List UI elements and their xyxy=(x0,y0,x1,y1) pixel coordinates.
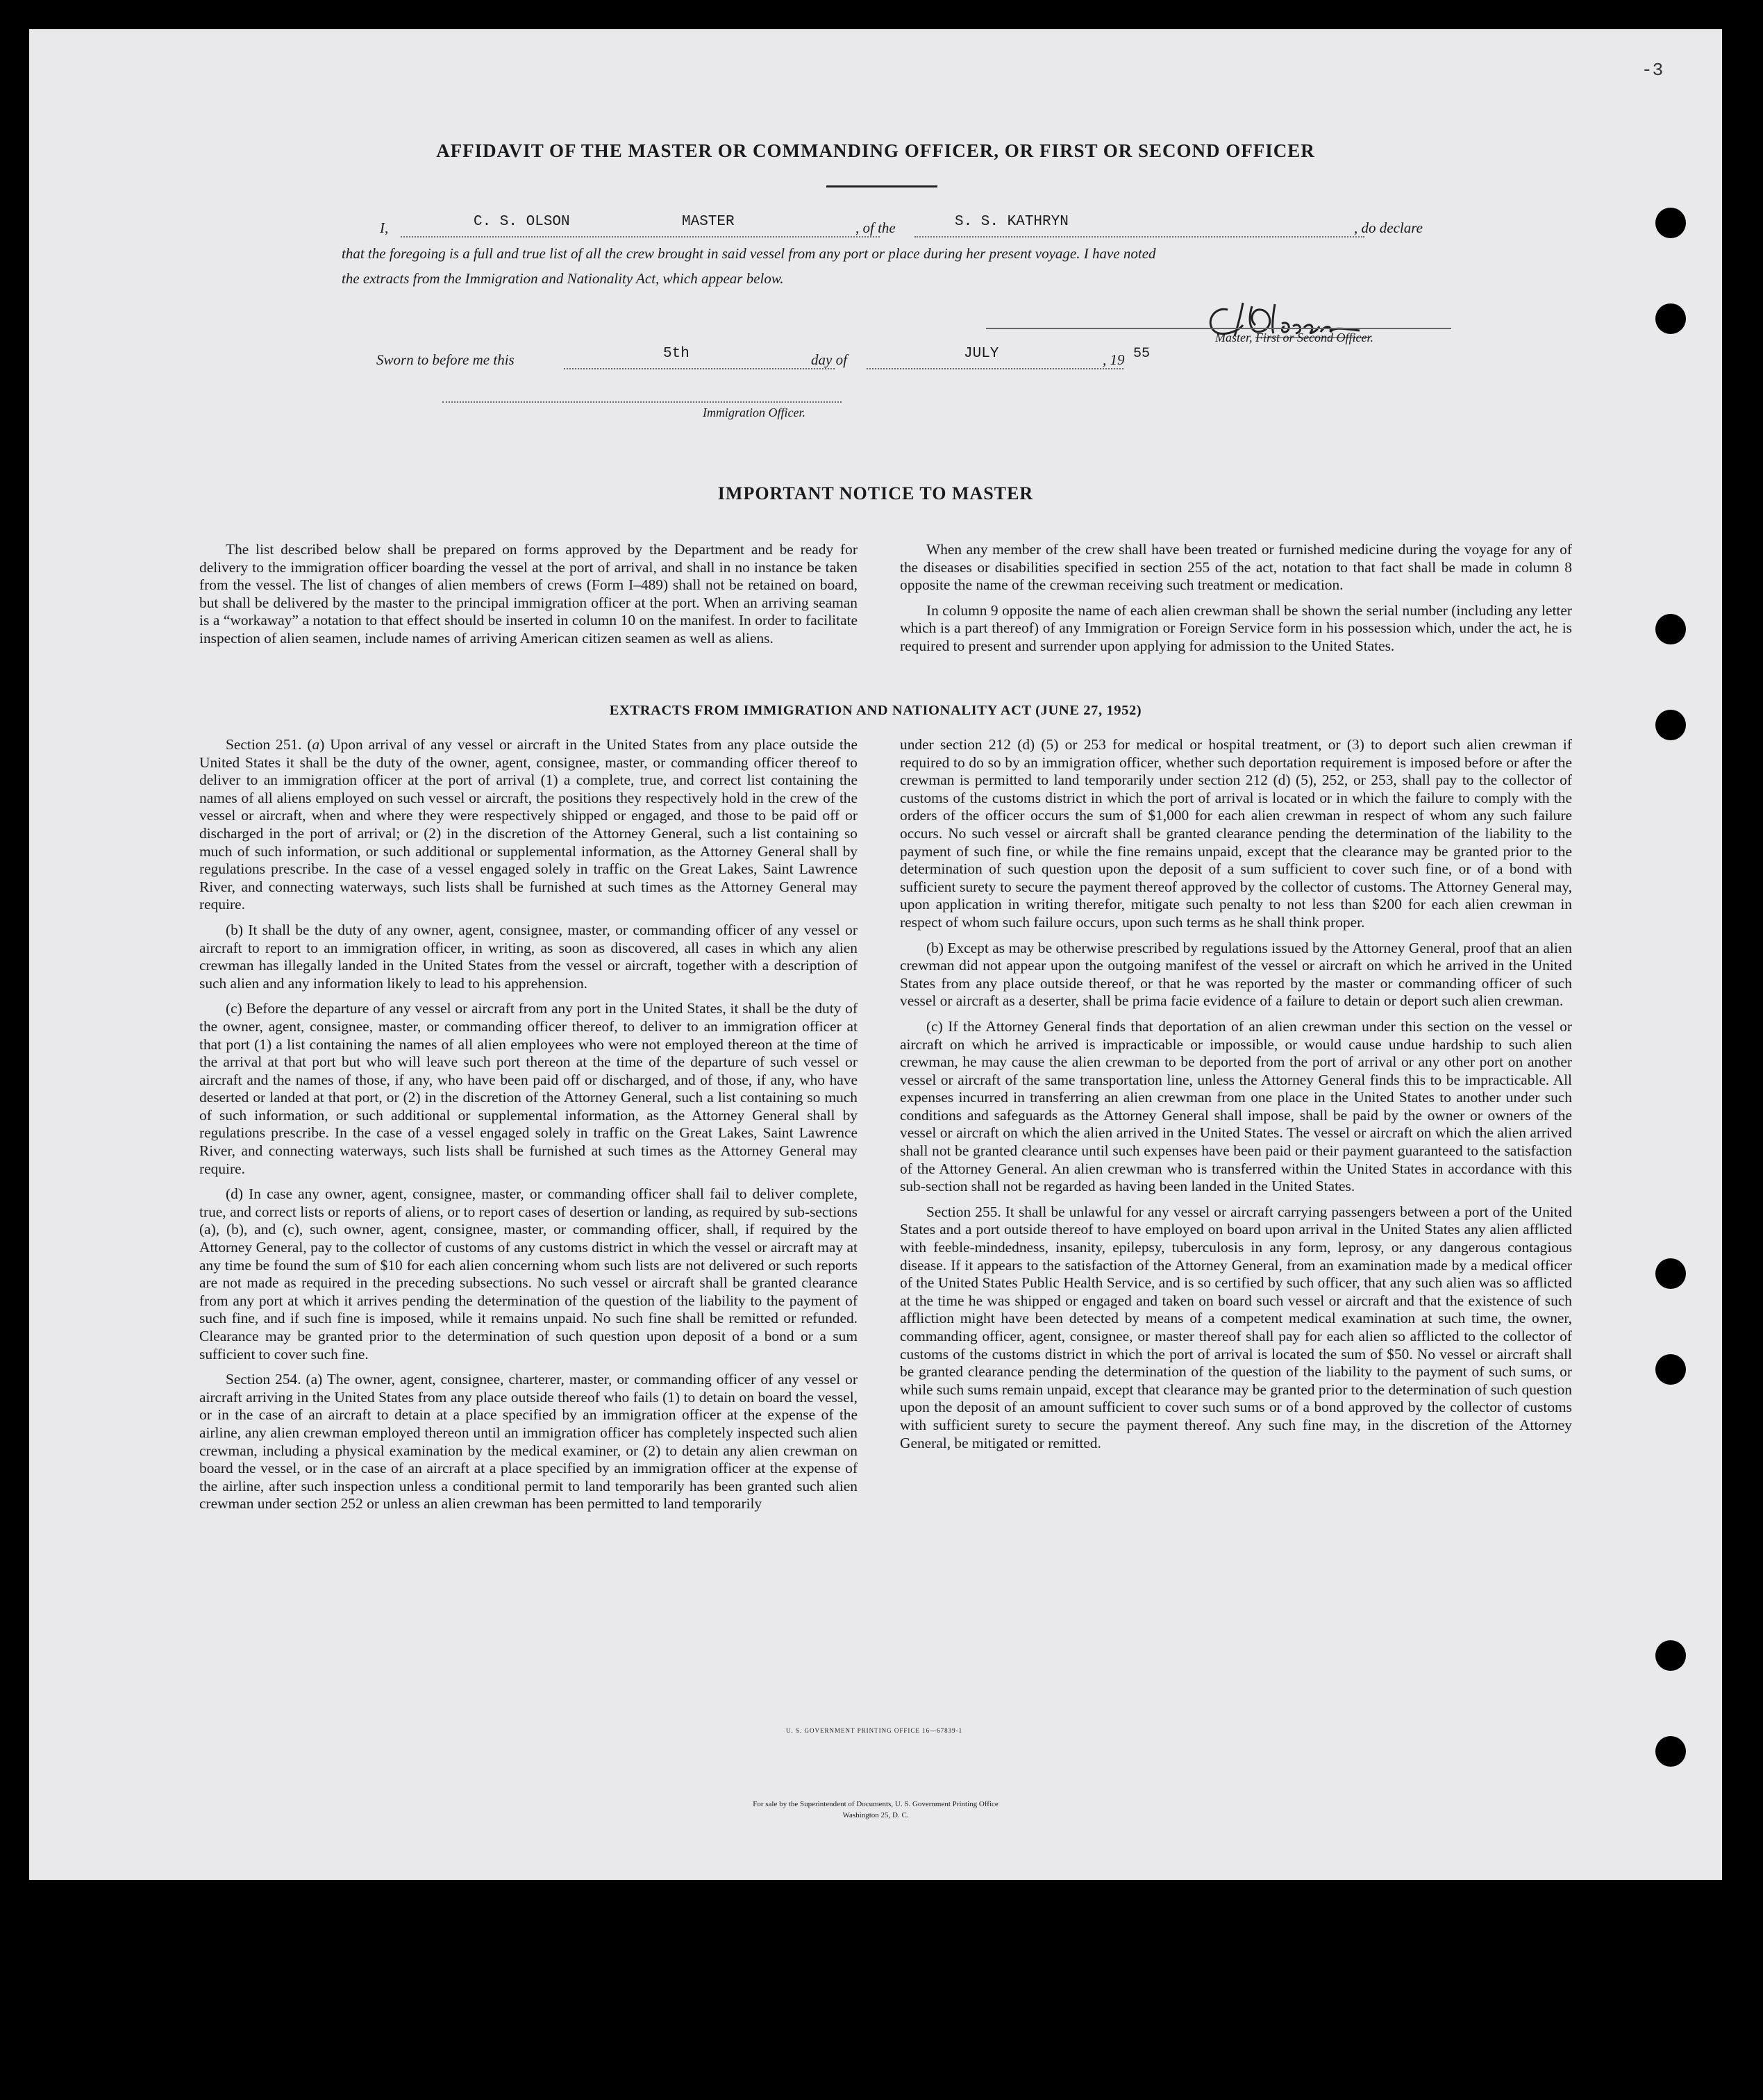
notice-right-paragraph-2: In column 9 opposite the name of each alien crewman shall be shown the serial number (including any letter which is a part thereof) of any Immigration or Foreign Service form in his possession which, under the act, he is required to present and surrender upon applying for admission to the United States. xyxy=(900,601,1572,654)
punch-hole-icon xyxy=(1655,1640,1686,1671)
section-251-a-lead: Section 251. ( xyxy=(226,736,312,753)
affidavit-title: AFFIDAVIT OF THE MASTER OR COMMANDING OFFICER, OR FIRST OR SECOND OFFICER xyxy=(436,140,1315,161)
officer-caption: Immigration Officer. xyxy=(703,406,805,419)
section-254-a-part-1: Section 254. (a) The owner, agent, consignee, charterer, master, or commanding officer of any vessel or aircraft arriving in the United States from any place outside thereof who fails (1) to detain on board the vessel, or in the case of an aircraft to detain at a place specified by an immigration officer at the expense of the airline, any alien crewman employed thereon until an immigration officer has completely inspected such alien crewman, including a physical examination by the medical examiner, or (2) to detain any alien crewman on board the vessel, or in the case of an aircraft at a place specified by an immigration officer at the expense of the airline, after such inspection unless a conditional permit to land temporarily has been granted such alien crewman under section 252 or unless an alien crewman has been permitted to land temporarily xyxy=(199,1371,858,1512)
signature-line xyxy=(986,328,1451,329)
for-sale-notice xyxy=(29,1799,1722,1821)
year-value: 55 xyxy=(1133,346,1151,362)
section-251-c: (c) Before the departure of any vessel or aircraft from any port in the United States, it shall be the duty of the owner, agent, consignee, master, or commanding officer thereof, to deliver to an immigration officer at that port (1) a list containing the names of all alien employees who were not employed thereon at the time of the arrival at that port but who will leave such port thereon at the time of the departure of such vessel or aircraft and the names of those, if any, who have been paid off or discharged, and of those, if any, who have deserted or landed at that port, or (2) in the discretion of the Attorney General, such a list containing so much of such information, or such additional or supplemental information, as the Attorney General shall by regulations prescribe. In the case of a vessel engaged solely in traffic on the Great Lakes, Saint Lawrence River, and connecting waterways, such lists shall be furnished at such times as the Attorney General may require. xyxy=(199,1000,858,1177)
master-name-value: C. S. OLSON xyxy=(474,214,570,230)
for-sale-line-1: For sale by the Superintendent of Documents, U. S. Government Printing Office xyxy=(753,1800,999,1808)
notice-title: IMPORTANT NOTICE TO MASTER xyxy=(717,483,1034,503)
punch-hole-icon xyxy=(1655,208,1686,238)
notice-right-paragraph-1: When any member of the crew shall have been treated or furnished medicine during the voyage for any of the diseases or disabilities specified in section 255 of the act, notation to that fact shall be made in column 8 opposite the name of the crewman receiving such treatment or medication. xyxy=(900,541,1572,594)
extracts-left-column xyxy=(199,736,858,1521)
signature-caption-prefix: Master, xyxy=(1215,331,1255,344)
corner-page-mark: -3 xyxy=(1641,60,1664,81)
name-rank-blank xyxy=(401,236,880,238)
punch-hole-icon xyxy=(1655,614,1686,644)
section-251-a xyxy=(199,736,858,914)
sworn-month-blank xyxy=(867,368,1123,369)
section-254-a-part-2: under section 212 (d) (5) or 253 for medical or hospital treatment, or (3) to deport such alien crewman if required to do so by an immigration officer, whether such deportation requirement is imposed before or after the crewman is permitted to land temporarily under section 212 (d) (5), 252, or 253, shall pay to the collector of customs of the customs district in which the port of arrival is located or in which the failure to comply with the orders of the officer occurs the sum of $1,000 for each alien crewman in respect of whom any such failure occurs. No such vessel or aircraft shall be granted clearance pending the determination of the liability to the payment of such fine, or while the fine remains unpaid, except that the clearance may be granted prior to the determination of such question upon the deposit of a sum sufficient to cover such fine, or of a bond with sufficient surety to secure the payment thereof approved by the collector of customs. The Attorney General may, upon application in writing therefor, mitigate such penalty to not less than $200 for each alien crewman in respect of whom such failure occurs, upon such terms as he shall think proper. xyxy=(900,736,1572,931)
gpo-print-line: U. S. GOVERNMENT PRINTING OFFICE 16—67839-1 xyxy=(786,1727,963,1734)
year-prefix: , 19 xyxy=(1103,351,1125,368)
signature-caption xyxy=(1215,331,1373,345)
section-254-b: (b) Except as may be otherwise prescribed by regulations issued by the Attorney General, proof that an alien crewman did not appear upon the outgoing manifest of the vessel or aircraft on which he arrived in the United States from any place outside thereof, or that he was reported by the master or commanding officer of such vessel or aircraft as a deserter, shall be prima facie evidence of a failure to detain or deport such alien crewman. xyxy=(900,939,1572,1010)
sworn-month-value: JULY xyxy=(964,346,999,362)
master-signature xyxy=(1200,282,1429,365)
do-declare-label: , do declare xyxy=(1354,219,1423,236)
document-page xyxy=(29,29,1722,1880)
affidavit-line-3: the extracts from the Immigration and Nationality Act, which appear below. xyxy=(342,270,784,287)
section-254-c: (c) If the Attorney General finds that deportation of an alien crewman under this section on the vessel or aircraft on which he arrived is impracticable or impossible, or would cause undue hardship to such alien crewman, he may cause the alien crewman to be deported from the port of arrival or any other port on another vessel or aircraft of the same transportation line, unless the Attorney General finds this to be impracticable. All expenses incurred in transferring an alien crewman from one place in the United States to another under such conditions and safeguards as the Attorney General shall impose, shall be paid by the owner or owners of the vessel or aircraft on which the alien arrived in the United States. The vessel or aircraft on which the alien arrived shall not be granted clearance until such expenses have been paid or their payment guaranteed to the satisfaction of the Attorney General. An alien crewman who is transferred within the United States in accordance with this sub-section shall not be regarded as having been landed in the United States. xyxy=(900,1017,1572,1195)
notice-right-column xyxy=(900,541,1572,663)
punch-hole-icon xyxy=(1655,1258,1686,1289)
section-255: Section 255. It shall be unlawful for any vessel or aircraft carrying passengers between a port of the United States and a port outside thereof to have employed on board upon arrival in the United States any alien afflicted with feeble-mindedness, insanity, epilepsy, tuberculosis in any form, leprosy, or any dangerous contagious disease. If it appears to the satisfaction of the Attorney General, from an examination made by a medical officer of the United States Public Health Service, and is so certified by such officer, that any such alien was so afflicted at the time he was shipped or engaged and taken on board such vessel or aircraft and that the existence of such affliction might have been detected by means of a competent medical examination at such time, the owner, commanding officer, agent, consignee, or master thereof shall pay for each alien so afflicted to the collector of customs of the customs district in which the port of arrival is located the sum of $50. No vessel or aircraft shall be granted clearance pending the determination of the question of the liability to the payment of such sums, or while such sums remain unpaid, except that clearance may be granted prior to the determination of such question upon the deposit of an amount sufficient to cover such sums or of a bond approved by the collector of customs with sufficient surety to secure the payment thereof. Any such fine may, in the discretion of the Attorney General, be mitigated or remitted. xyxy=(900,1203,1572,1451)
extracts-title: EXTRACTS FROM IMMIGRATION AND NATIONALITY ACT (JUNE 27, 1952) xyxy=(609,703,1142,718)
i-label: I, xyxy=(380,219,389,236)
sworn-day-value: 5th xyxy=(663,346,690,362)
section-251-d: (d) In case any owner, agent, consignee, master, or commanding officer shall fail to deliver complete, true, and correct lists or reports of aliens, or to report cases of desertion or landing, as required by sub-sections (a), (b), and (c), such owner, agent, consignee, master, or commanding officer, shall, if required by the Attorney General, pay to the collector of customs of any customs district in which the vessel or aircraft may at any time be found the sum of $10 for each alien concerning whom such lists are not delivered or such reports are not made as required in the preceding subsections. No such vessel or aircraft shall be granted clearance from any port at which it arrives pending the determination of the question of the liability to the payment of such fine, and if such fine is imposed, while it remains unpaid. No such fine shall be remitted or refunded. Clearance may be granted prior to the determination of such question upon deposit of a bond or a sum sufficient to cover such fine. xyxy=(199,1185,858,1362)
section-251-b: (b) It shall be the duty of any owner, agent, consignee, master, or commanding officer of any vessel or aircraft to report to an immigration officer, in writing, as soon as discovered, all cases in which any alien crewman has illegally landed in the United States from the vessel or aircraft, together with a description of such alien and any information likely to lead to his apprehension. xyxy=(199,921,858,992)
officer-signature-blank xyxy=(442,401,842,403)
sworn-day-blank xyxy=(564,368,835,369)
punch-hole-icon xyxy=(1655,1354,1686,1385)
signature-caption-struck: First or Second Officer xyxy=(1255,331,1371,344)
signature-caption-suffix: . xyxy=(1370,331,1373,344)
vessel-blank xyxy=(914,236,1364,238)
punch-hole-icon xyxy=(1655,303,1686,334)
section-251-a-text: ) Upon arrival of any vessel or aircraft in the United States from any place outside the United States it shall be the duty of the owner, agent, consignee, master, or commanding officer thereof to deliver to an immigration officer at the port of arrival (1) a complete, true, and correct list containing the names of all aliens employed on such vessel or aircraft, the positions they respectively hold in the crew of the vessel or aircraft, when and where they were respectively shipped or engaged, and those to be paid off or discharged in the port of arrival; or (2) in the discretion of the Attorney General, such a list containing so much of such information, or such additional or supplemental information, as the Attorney General shall by regulations prescribe. In the case of a vessel engaged solely in traffic on the Great Lakes, Saint Lawrence River, and connecting waterways, such lists shall be furnished at such times as the Attorney General may require. xyxy=(199,736,858,913)
affidavit-line-2: that the foregoing is a full and true list of all the crew brought in said vessel from any port or place during her present voyage. I have noted xyxy=(342,245,1156,262)
day-of-label: day of xyxy=(811,351,847,368)
extracts-right-column xyxy=(900,736,1572,1460)
vessel-name-value: S. S. KATHRYN xyxy=(955,214,1069,230)
punch-hole-icon xyxy=(1655,1736,1686,1767)
of-the-label: , of the xyxy=(855,219,896,236)
notice-left-paragraph: The list described below shall be prepared on forms approved by the Department and be ready for delivery to the immigration officer boarding the vessel at the port of arrival, and shall in no instance be taken from the vessel. The list of changes of alien members of crews (Form I–489) shall not be retained on board, but shall be delivered by the master to the principal immigration officer at the port. When an arriving seaman is a “workaway” a notation to that effect should be inserted in column 10 on the manifest. In order to facilitate inspection of alien seamen, include names of arriving American citizen seamen as well as aliens. xyxy=(199,541,858,647)
notice-left-column xyxy=(199,541,858,656)
section-251-a-letter: a xyxy=(312,736,320,753)
sworn-label: Sworn to before me this xyxy=(376,351,515,368)
title-rule xyxy=(826,185,937,188)
for-sale-line-2: Washington 25, D. C. xyxy=(842,1811,909,1819)
rank-value: MASTER xyxy=(682,214,735,230)
